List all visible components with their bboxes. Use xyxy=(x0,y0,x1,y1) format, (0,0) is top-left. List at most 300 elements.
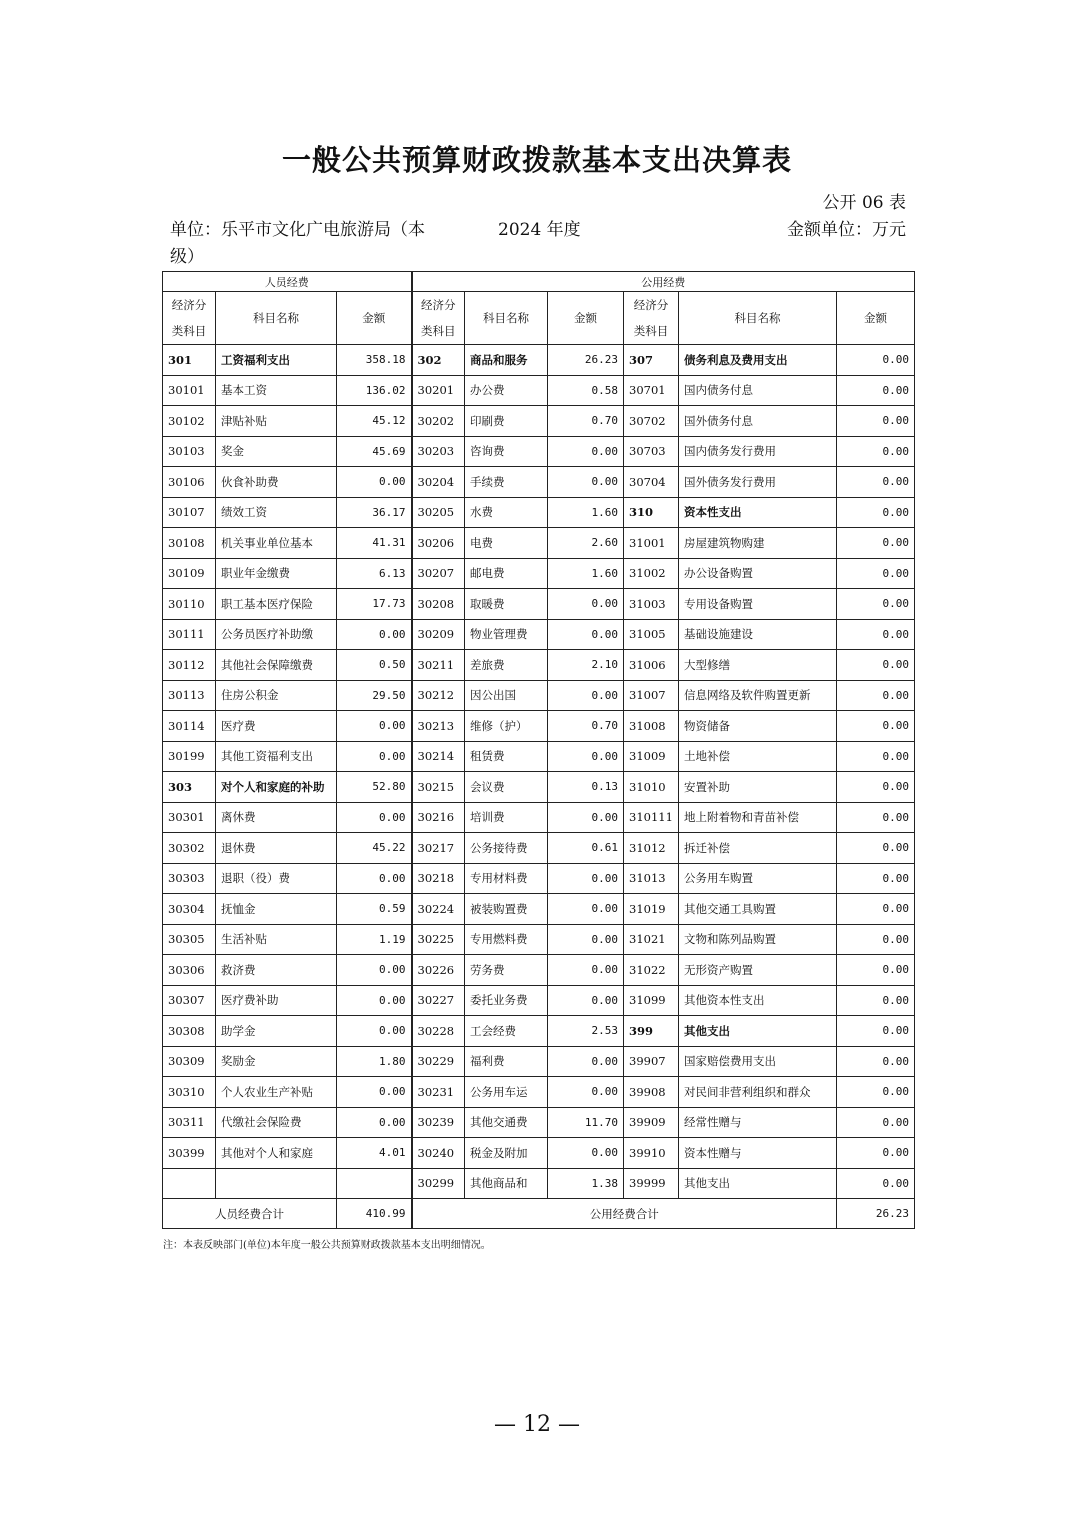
page-title: 一般公共预算财政拨款基本支出决算表 xyxy=(281,143,792,177)
subject-code: 30205 xyxy=(412,497,465,528)
amount-cell: 0.00 xyxy=(337,1077,412,1108)
amount-cell: 0.00 xyxy=(837,375,915,406)
subject-code: 30229 xyxy=(412,1046,465,1077)
table-row xyxy=(163,497,915,528)
amount-cell: 0.00 xyxy=(548,924,624,955)
amount-cell: 0.00 xyxy=(548,741,624,772)
subject-name: 经常性赠与 xyxy=(679,1107,837,1138)
amount-cell: 0.00 xyxy=(837,467,915,498)
header-name: 科目名称 xyxy=(216,292,337,345)
personnel-total-label: 人员经费合计 xyxy=(163,1199,337,1229)
subject-name: 生活补贴 xyxy=(216,924,337,955)
table-row xyxy=(163,1046,915,1077)
subject-code: 30308 xyxy=(163,1016,216,1047)
amount-cell: 0.00 xyxy=(337,955,412,986)
money-unit: 金额单位：万元 xyxy=(787,220,906,240)
subject-name: 对民间非营利组织和群众 xyxy=(679,1077,837,1108)
table-row xyxy=(163,1016,915,1047)
table-row xyxy=(163,955,915,986)
amount-cell: 0.00 xyxy=(837,1077,915,1108)
group-header-row xyxy=(163,272,915,292)
subject-code: 30199 xyxy=(163,741,216,772)
amount-cell: 0.00 xyxy=(837,1016,915,1047)
subject-code: 30112 xyxy=(163,650,216,681)
amount-cell: 0.00 xyxy=(548,680,624,711)
amount-cell: 0.00 xyxy=(837,1168,915,1199)
amount-cell: 0.00 xyxy=(837,772,915,803)
subject-code: 30109 xyxy=(163,558,216,589)
amount-cell: 0.00 xyxy=(837,741,915,772)
subject-name: 劳务费 xyxy=(465,955,548,986)
subject-name: 会议费 xyxy=(465,772,548,803)
subject-name: 津贴补贴 xyxy=(216,406,337,437)
subject-name: 救济费 xyxy=(216,955,337,986)
subject-code: 39908 xyxy=(624,1077,679,1108)
subject-code: 30203 xyxy=(412,436,465,467)
subject-code: 30399 xyxy=(163,1138,216,1169)
amount-cell: 0.61 xyxy=(548,833,624,864)
subject-name: 绩效工资 xyxy=(216,497,337,528)
subject-code: 30239 xyxy=(412,1107,465,1138)
subject-code: 399 xyxy=(624,1016,679,1047)
amount-cell: 0.00 xyxy=(837,1046,915,1077)
subject-name: 房屋建筑物购建 xyxy=(679,528,837,559)
amount-cell: 52.80 xyxy=(337,772,412,803)
subject-code: 301 xyxy=(163,345,216,376)
subject-code: 31022 xyxy=(624,955,679,986)
subject-name: 工会经费 xyxy=(465,1016,548,1047)
table-row xyxy=(163,467,915,498)
subject-name: 代缴社会保险费 xyxy=(216,1107,337,1138)
subject-name: 抚恤金 xyxy=(216,894,337,925)
subject-name: 国家赔偿费用支出 xyxy=(679,1046,837,1077)
amount-cell: 0.00 xyxy=(548,1077,624,1108)
table-row xyxy=(163,741,915,772)
amount-cell: 45.12 xyxy=(337,406,412,437)
subject-name: 信息网络及软件购置更新 xyxy=(679,680,837,711)
amount-cell: 0.00 xyxy=(837,985,915,1016)
table-row xyxy=(163,375,915,406)
subject-code: 31008 xyxy=(624,711,679,742)
header-name: 科目名称 xyxy=(679,292,837,345)
subject-name: 水费 xyxy=(465,497,548,528)
subject-code: 30231 xyxy=(412,1077,465,1108)
amount-cell: 0.00 xyxy=(548,985,624,1016)
subject-name: 被装购置费 xyxy=(465,894,548,925)
table-row xyxy=(163,924,915,955)
subject-name: 基本工资 xyxy=(216,375,337,406)
amount-cell: 0.00 xyxy=(837,1138,915,1169)
amount-cell: 4.01 xyxy=(337,1138,412,1169)
subject-name: 住房公积金 xyxy=(216,680,337,711)
amount-cell: 0.00 xyxy=(837,833,915,864)
subject-name: 邮电费 xyxy=(465,558,548,589)
subject-name: 医疗费补助 xyxy=(216,985,337,1016)
amount-cell: 0.00 xyxy=(837,863,915,894)
subject-name: 伙食补助费 xyxy=(216,467,337,498)
table-row xyxy=(163,711,915,742)
amount-cell: 0.00 xyxy=(548,467,624,498)
amount-cell: 0.00 xyxy=(837,619,915,650)
header-code: 经济分类科目 xyxy=(624,292,679,345)
subject-code: 30106 xyxy=(163,467,216,498)
subject-code: 30307 xyxy=(163,985,216,1016)
subject-code: 30206 xyxy=(412,528,465,559)
subject-code: 30216 xyxy=(412,802,465,833)
amount-cell: 0.00 xyxy=(337,802,412,833)
subject-code: 31019 xyxy=(624,894,679,925)
amount-cell: 0.58 xyxy=(548,375,624,406)
personnel-total-amount: 410.99 xyxy=(337,1199,412,1229)
amount-cell: 0.00 xyxy=(837,802,915,833)
table-number: 公开 06 表 xyxy=(822,193,906,213)
subject-name: 因公出国 xyxy=(465,680,548,711)
subject-name: 奖金 xyxy=(216,436,337,467)
amount-cell: 0.00 xyxy=(837,650,915,681)
amount-cell: 41.31 xyxy=(337,528,412,559)
amount-cell: 0.00 xyxy=(837,528,915,559)
subject-code: 30701 xyxy=(624,375,679,406)
subject-name: 个人农业生产补贴 xyxy=(216,1077,337,1108)
subject-name: 地上附着物和青苗补偿 xyxy=(679,802,837,833)
subject-name: 机关事业单位基本 xyxy=(216,528,337,559)
subject-name: 专用燃料费 xyxy=(465,924,548,955)
column-header-row xyxy=(163,292,915,345)
amount-cell: 26.23 xyxy=(548,345,624,376)
subject-name: 退休费 xyxy=(216,833,337,864)
subject-name: 基础设施建设 xyxy=(679,619,837,650)
subject-name: 其他资本性支出 xyxy=(679,985,837,1016)
subject-name: 专用材料费 xyxy=(465,863,548,894)
amount-cell: 0.00 xyxy=(337,741,412,772)
table-row xyxy=(163,1107,915,1138)
amount-cell: 0.00 xyxy=(548,894,624,925)
subject-name: 无形资产购置 xyxy=(679,955,837,986)
subject-name: 奖励金 xyxy=(216,1046,337,1077)
amount-cell: 0.00 xyxy=(837,497,915,528)
table-row xyxy=(163,619,915,650)
subject-code: 39907 xyxy=(624,1046,679,1077)
amount-cell: 45.69 xyxy=(337,436,412,467)
subject-code: 30215 xyxy=(412,772,465,803)
subject-code: 31005 xyxy=(624,619,679,650)
subject-code: 30306 xyxy=(163,955,216,986)
subject-code: 30213 xyxy=(412,711,465,742)
table-row xyxy=(163,345,915,376)
subject-code: 30226 xyxy=(412,955,465,986)
subject-name: 公务接待费 xyxy=(465,833,548,864)
subject-code: 31012 xyxy=(624,833,679,864)
subject-name: 公务用车购置 xyxy=(679,863,837,894)
subject-name: 取暖费 xyxy=(465,589,548,620)
amount-cell: 17.73 xyxy=(337,589,412,620)
amount-cell: 0.50 xyxy=(337,650,412,681)
subject-name: 其他支出 xyxy=(679,1016,837,1047)
subject-name: 公务用车运 xyxy=(465,1077,548,1108)
table-row xyxy=(163,894,915,925)
subject-code: 30301 xyxy=(163,802,216,833)
amount-cell: 0.00 xyxy=(337,711,412,742)
subject-code: 39910 xyxy=(624,1138,679,1169)
subject-code: 30209 xyxy=(412,619,465,650)
amount-cell: 1.60 xyxy=(548,497,624,528)
subject-name: 其他交通费 xyxy=(465,1107,548,1138)
subject-code: 31099 xyxy=(624,985,679,1016)
subject-name: 债务利息及费用支出 xyxy=(679,345,837,376)
table-row xyxy=(163,528,915,559)
subject-name: 大型修缮 xyxy=(679,650,837,681)
subject-name: 福利费 xyxy=(465,1046,548,1077)
amount-cell: 0.00 xyxy=(337,1107,412,1138)
subject-name: 办公费 xyxy=(465,375,548,406)
subject-name: 离休费 xyxy=(216,802,337,833)
subject-code: 30204 xyxy=(412,467,465,498)
public-total-label: 公用经费合计 xyxy=(412,1199,837,1229)
subject-name: 其他商品和 xyxy=(465,1168,548,1199)
amount-cell: 0.00 xyxy=(837,589,915,620)
header-name: 科目名称 xyxy=(465,292,548,345)
amount-cell: 358.18 xyxy=(337,345,412,376)
unit-line xyxy=(170,217,906,267)
subject-code: 30240 xyxy=(412,1138,465,1169)
subject-code: 30704 xyxy=(624,467,679,498)
subject-code: 31002 xyxy=(624,558,679,589)
subject-name: 安置补助 xyxy=(679,772,837,803)
subject-code: 30214 xyxy=(412,741,465,772)
subject-code: 30303 xyxy=(163,863,216,894)
subject-name: 土地补偿 xyxy=(679,741,837,772)
amount-cell: 0.00 xyxy=(548,436,624,467)
subject-code: 30304 xyxy=(163,894,216,925)
subject-code: 31007 xyxy=(624,680,679,711)
subject-code: 30217 xyxy=(412,833,465,864)
subject-name: 国外债务付息 xyxy=(679,406,837,437)
subject-name: 差旅费 xyxy=(465,650,548,681)
subject-code: 30309 xyxy=(163,1046,216,1077)
amount-cell: 0.00 xyxy=(837,680,915,711)
amount-cell: 0.00 xyxy=(548,955,624,986)
subject-code: 30228 xyxy=(412,1016,465,1047)
unit-name: 单位：乐平市文化广电旅游局（本级） xyxy=(170,220,425,267)
subject-name: 国外债务发行费用 xyxy=(679,467,837,498)
subject-code: 31001 xyxy=(624,528,679,559)
subject-name: 培训费 xyxy=(465,802,548,833)
subject-code: 30305 xyxy=(163,924,216,955)
subject-name: 其他工资福利支出 xyxy=(216,741,337,772)
subject-name: 资本性赠与 xyxy=(679,1138,837,1169)
amount-cell: 0.70 xyxy=(548,711,624,742)
subject-code: 30299 xyxy=(412,1168,465,1199)
subject-code: 30702 xyxy=(624,406,679,437)
header-amount: 金额 xyxy=(837,292,915,345)
subject-name: 工资福利支出 xyxy=(216,345,337,376)
amount-cell: 11.70 xyxy=(548,1107,624,1138)
subject-code: 31010 xyxy=(624,772,679,803)
group-public: 公用经费 xyxy=(412,272,915,292)
amount-cell xyxy=(337,1168,412,1199)
subject-code: 30101 xyxy=(163,375,216,406)
subject-name: 咨询费 xyxy=(465,436,548,467)
page-number: — 12 — xyxy=(494,1412,580,1437)
amount-cell: 29.50 xyxy=(337,680,412,711)
subject-code: 30114 xyxy=(163,711,216,742)
subject-name: 其他交通工具购置 xyxy=(679,894,837,925)
subject-name: 电费 xyxy=(465,528,548,559)
subject-code: 30110 xyxy=(163,589,216,620)
totals-row xyxy=(163,1199,915,1229)
header-amount: 金额 xyxy=(337,292,412,345)
subject-code: 30703 xyxy=(624,436,679,467)
amount-cell: 0.00 xyxy=(548,1138,624,1169)
amount-cell: 0.00 xyxy=(837,558,915,589)
group-personnel: 人员经费 xyxy=(163,272,412,292)
fiscal-year: 2024 年度 xyxy=(498,220,581,240)
subject-code: 30111 xyxy=(163,619,216,650)
subject-name: 其他社会保障缴费 xyxy=(216,650,337,681)
amount-cell: 0.00 xyxy=(837,711,915,742)
table-row xyxy=(163,772,915,803)
subject-code: 31009 xyxy=(624,741,679,772)
subject-name: 物资储备 xyxy=(679,711,837,742)
table-row xyxy=(163,985,915,1016)
subject-name: 商品和服务 xyxy=(465,345,548,376)
subject-name: 资本性支出 xyxy=(679,497,837,528)
amount-cell: 0.00 xyxy=(837,894,915,925)
subject-code: 30103 xyxy=(163,436,216,467)
amount-cell: 0.00 xyxy=(337,985,412,1016)
amount-cell: 0.00 xyxy=(337,467,412,498)
amount-cell: 0.00 xyxy=(837,1107,915,1138)
amount-cell: 36.17 xyxy=(337,497,412,528)
table-row xyxy=(163,589,915,620)
subject-name: 其他支出 xyxy=(679,1168,837,1199)
amount-cell: 0.00 xyxy=(337,1016,412,1047)
subject-name xyxy=(216,1168,337,1199)
table-row xyxy=(163,1138,915,1169)
subject-code: 30108 xyxy=(163,528,216,559)
table-row xyxy=(163,1168,915,1199)
table-row xyxy=(163,406,915,437)
subject-name: 职业年金缴费 xyxy=(216,558,337,589)
subject-code: 30212 xyxy=(412,680,465,711)
amount-cell: 0.00 xyxy=(548,589,624,620)
subject-name: 文物和陈列品购置 xyxy=(679,924,837,955)
amount-cell: 136.02 xyxy=(337,375,412,406)
subject-name: 专用设备购置 xyxy=(679,589,837,620)
subject-name: 职工基本医疗保险 xyxy=(216,589,337,620)
amount-cell: 0.00 xyxy=(337,863,412,894)
header-code: 经济分类科目 xyxy=(412,292,465,345)
subject-code: 30227 xyxy=(412,985,465,1016)
subject-code: 302 xyxy=(412,345,465,376)
amount-cell: 0.59 xyxy=(337,894,412,925)
subject-code: 30224 xyxy=(412,894,465,925)
subject-code: 30225 xyxy=(412,924,465,955)
subject-code: 303 xyxy=(163,772,216,803)
amount-cell: 0.00 xyxy=(837,345,915,376)
subject-code: 30302 xyxy=(163,833,216,864)
amount-cell: 0.00 xyxy=(837,406,915,437)
amount-cell: 6.13 xyxy=(337,558,412,589)
subject-code: 30208 xyxy=(412,589,465,620)
public-total-amount: 26.23 xyxy=(837,1199,915,1229)
subject-code: 39999 xyxy=(624,1168,679,1199)
amount-cell: 0.00 xyxy=(548,1046,624,1077)
subject-name: 其他对个人和家庭 xyxy=(216,1138,337,1169)
table-row xyxy=(163,833,915,864)
table-row xyxy=(163,436,915,467)
amount-cell: 0.70 xyxy=(548,406,624,437)
subject-name: 拆迁补偿 xyxy=(679,833,837,864)
header-code: 经济分类科目 xyxy=(163,292,216,345)
amount-cell: 1.60 xyxy=(548,558,624,589)
subject-name: 委托业务费 xyxy=(465,985,548,1016)
subject-code: 30107 xyxy=(163,497,216,528)
subject-code: 31013 xyxy=(624,863,679,894)
amount-cell: 0.13 xyxy=(548,772,624,803)
table-row xyxy=(163,863,915,894)
subject-name: 维修（护） xyxy=(465,711,548,742)
amount-cell: 0.00 xyxy=(837,436,915,467)
subject-code: 30201 xyxy=(412,375,465,406)
subject-name: 办公设备购置 xyxy=(679,558,837,589)
subject-name: 对个人和家庭的补助 xyxy=(216,772,337,803)
expenditure-table xyxy=(162,271,915,1229)
amount-cell: 2.10 xyxy=(548,650,624,681)
subject-code: 30202 xyxy=(412,406,465,437)
header-amount: 金额 xyxy=(548,292,624,345)
subject-name: 手续费 xyxy=(465,467,548,498)
subject-code: 30211 xyxy=(412,650,465,681)
amount-cell: 0.00 xyxy=(548,863,624,894)
subject-name: 国内债务付息 xyxy=(679,375,837,406)
subject-code: 30113 xyxy=(163,680,216,711)
amount-cell: 45.22 xyxy=(337,833,412,864)
subject-code: 31003 xyxy=(624,589,679,620)
subject-code: 307 xyxy=(624,345,679,376)
amount-cell: 2.60 xyxy=(548,528,624,559)
table-row xyxy=(163,802,915,833)
subject-code: 30102 xyxy=(163,406,216,437)
subject-code xyxy=(163,1168,216,1199)
amount-cell: 1.38 xyxy=(548,1168,624,1199)
subject-name: 印刷费 xyxy=(465,406,548,437)
table-row xyxy=(163,650,915,681)
subject-code: 39909 xyxy=(624,1107,679,1138)
subject-name: 租赁费 xyxy=(465,741,548,772)
subject-name: 税金及附加 xyxy=(465,1138,548,1169)
subject-code: 31021 xyxy=(624,924,679,955)
subject-code: 30310 xyxy=(163,1077,216,1108)
subject-name: 公务员医疗补助缴 xyxy=(216,619,337,650)
subject-name: 国内债务发行费用 xyxy=(679,436,837,467)
subject-name: 物业管理费 xyxy=(465,619,548,650)
subject-code: 310111 xyxy=(624,802,679,833)
subject-code: 30207 xyxy=(412,558,465,589)
subject-code: 30218 xyxy=(412,863,465,894)
amount-cell: 0.00 xyxy=(837,955,915,986)
amount-cell: 0.00 xyxy=(548,619,624,650)
table-row xyxy=(163,680,915,711)
amount-cell: 1.19 xyxy=(337,924,412,955)
amount-cell: 2.53 xyxy=(548,1016,624,1047)
amount-cell: 1.80 xyxy=(337,1046,412,1077)
amount-cell: 0.00 xyxy=(837,924,915,955)
subject-code: 30311 xyxy=(163,1107,216,1138)
amount-cell: 0.00 xyxy=(548,802,624,833)
table-row xyxy=(163,1077,915,1108)
subject-name: 助学金 xyxy=(216,1016,337,1047)
